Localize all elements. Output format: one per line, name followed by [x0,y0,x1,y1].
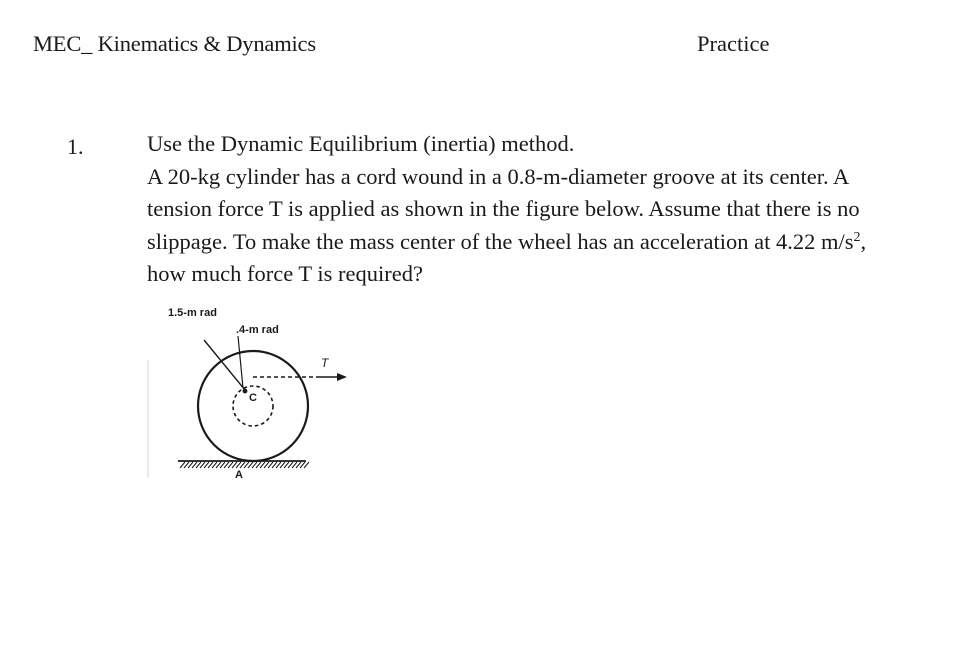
document-type-label: Practice [697,31,770,56]
force-label: T [321,356,329,370]
center-label: C [249,392,257,404]
center-point [243,389,248,394]
ground-hatching [180,462,309,468]
problem-statement [147,128,967,291]
force-arrow-head [337,373,347,381]
problem-line-1: Use the Dynamic Equilibrium (inertia) method. [147,131,575,156]
problem-number: 1. [67,134,84,159]
contact-point-label: A [235,469,243,481]
cylinder-figure [140,300,360,490]
inner-radius-label: .4-m rad [236,324,279,336]
course-title: MEC_ Kinematics & Dynamics [33,31,316,56]
problem-line-3: tension force T is applied as shown in the figure below. Assume that there is no [147,196,860,221]
outer-cylinder-circle [198,351,308,461]
problem-line-4-suffix: , [860,228,867,254]
inner-radius-line [238,336,243,388]
problem-line-4 [147,226,967,259]
problem-line-4-text: slippage. To make the mass center of the wheel has an acceleration at 4.22 m/s [147,228,854,254]
units-superscript: 2 [853,229,861,245]
problem-line-5: how much force T is required? [147,261,423,286]
cylinder-diagram [140,300,360,490]
outer-radius-label: 1.5-m rad [168,307,217,319]
problem-line-2: A 20-kg cylinder has a cord wound in a 0.8-m-diameter groove at its center. A [147,163,850,189]
